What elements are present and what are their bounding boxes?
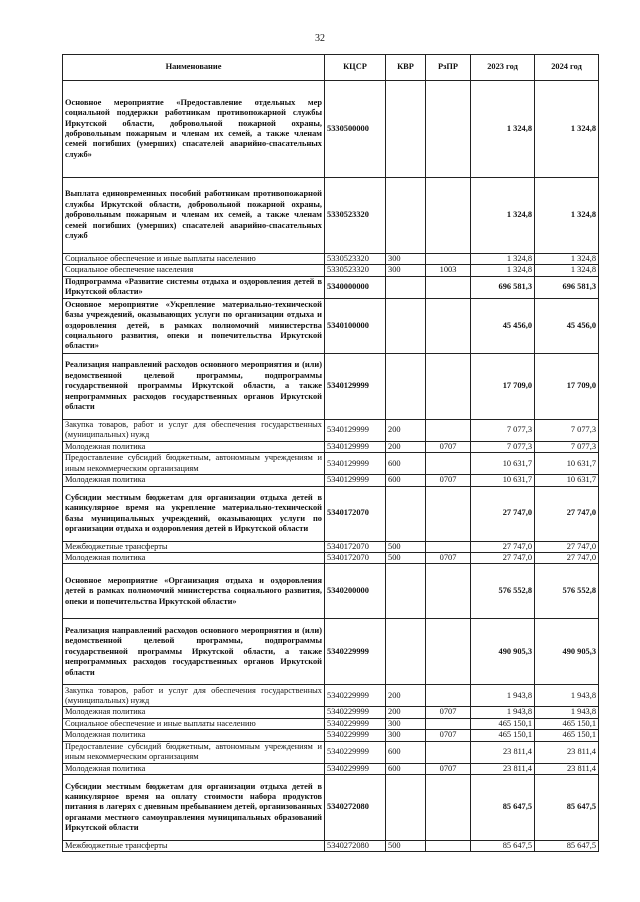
row-2024-cell: 7 077,3 xyxy=(535,441,599,452)
row-rzpr-cell xyxy=(426,619,471,685)
row-kcsr-cell: 5340000000 xyxy=(325,276,386,298)
row-kcsr-cell: 5330500000 xyxy=(325,81,386,178)
row-2023-cell: 23 811,4 xyxy=(471,741,535,763)
table-row xyxy=(63,619,599,685)
table-row xyxy=(63,707,599,718)
row-2023-cell: 27 747,0 xyxy=(471,486,535,541)
row-2024-cell: 465 150,1 xyxy=(535,718,599,729)
row-kcsr-cell: 5330523320 xyxy=(325,178,386,254)
row-kvr-cell: 200 xyxy=(386,441,426,452)
row-2024-cell: 1 324,8 xyxy=(535,81,599,178)
row-kcsr-cell: 5340272080 xyxy=(325,775,386,841)
row-2024-cell: 1 324,8 xyxy=(535,178,599,254)
header-kvr: КВР xyxy=(386,55,426,81)
row-2024-cell: 23 811,4 xyxy=(535,741,599,763)
row-kvr-cell: 500 xyxy=(386,841,426,852)
row-2024-cell: 85 647,5 xyxy=(535,841,599,852)
row-kvr-cell: 500 xyxy=(386,553,426,564)
row-2023-cell: 490 905,3 xyxy=(471,619,535,685)
row-rzpr-cell xyxy=(426,254,471,265)
row-2023-cell: 10 631,7 xyxy=(471,475,535,486)
row-name-cell: Основное мероприятие «Укрепление материально-технической базы учреждений, оказывающих услуги по организации отдыха и оздоровления детей, в рамках полномочий министерства социального развития, опеки и попечительства Иркутской области» xyxy=(63,298,325,353)
row-2024-cell: 490 905,3 xyxy=(535,619,599,685)
row-2024-cell: 23 811,4 xyxy=(535,763,599,774)
row-kcsr-cell: 5330523320 xyxy=(325,265,386,276)
table-row xyxy=(63,775,599,841)
row-2024-cell: 465 150,1 xyxy=(535,730,599,741)
row-name-cell: Молодежная политика xyxy=(63,707,325,718)
header-kcsr: КЦСР xyxy=(325,55,386,81)
row-name-cell: Основное мероприятие «Организация отдыха и оздоровления детей в рамках полномочий министерства социального развития, опеки и попечительства Иркутской области» xyxy=(63,564,325,619)
row-2023-cell: 85 647,5 xyxy=(471,775,535,841)
row-rzpr-cell xyxy=(426,775,471,841)
row-name-cell: Основное мероприятие «Предоставление отдельных мер социальной поддержки работникам противопожарной службы Иркутской области, добровольной пожарной охраны, добровольным пожарным и членам их семей, а также членам семей погибших (умерших) спасателей аварийно-спасательных служб» xyxy=(63,81,325,178)
row-name-cell: Молодежная политика xyxy=(63,763,325,774)
page-number: 32 xyxy=(315,33,325,44)
row-rzpr-cell xyxy=(426,178,471,254)
row-kvr-cell xyxy=(386,564,426,619)
row-2024-cell: 696 581,3 xyxy=(535,276,599,298)
row-kcsr-cell: 5340200000 xyxy=(325,564,386,619)
row-name-cell: Закупка товаров, работ и услуг для обеспечения государственных (муниципальных) нужд xyxy=(63,685,325,707)
header-2024: 2024 год xyxy=(535,55,599,81)
row-2024-cell: 45 456,0 xyxy=(535,298,599,353)
row-rzpr-cell xyxy=(426,541,471,552)
row-kvr-cell: 500 xyxy=(386,541,426,552)
row-rzpr-cell xyxy=(426,685,471,707)
row-kcsr-cell: 5340129999 xyxy=(325,441,386,452)
row-name-cell: Социальное обеспечение населения xyxy=(63,265,325,276)
row-kcsr-cell: 5340229999 xyxy=(325,730,386,741)
row-2024-cell: 10 631,7 xyxy=(535,475,599,486)
row-rzpr-cell: 0707 xyxy=(426,475,471,486)
row-kcsr-cell: 5340229999 xyxy=(325,707,386,718)
row-rzpr-cell: 0707 xyxy=(426,763,471,774)
table-row xyxy=(63,453,599,475)
row-2024-cell: 27 747,0 xyxy=(535,486,599,541)
row-2023-cell: 7 077,3 xyxy=(471,419,535,441)
table-row xyxy=(63,730,599,741)
row-kcsr-cell: 5340172070 xyxy=(325,541,386,552)
row-name-cell: Подпрограмма «Развитие системы отдыха и оздоровления детей в Иркутской области» xyxy=(63,276,325,298)
row-kvr-cell xyxy=(386,486,426,541)
row-2023-cell: 85 647,5 xyxy=(471,841,535,852)
row-kcsr-cell: 5340100000 xyxy=(325,298,386,353)
row-2024-cell: 576 552,8 xyxy=(535,564,599,619)
row-kcsr-cell: 5340229999 xyxy=(325,619,386,685)
header-name: Наименование xyxy=(63,55,325,81)
row-kvr-cell: 200 xyxy=(386,685,426,707)
table-row xyxy=(63,254,599,265)
header-2023: 2023 год xyxy=(471,55,535,81)
row-2023-cell: 1 324,8 xyxy=(471,265,535,276)
row-2024-cell: 1 324,8 xyxy=(535,254,599,265)
row-name-cell: Предоставление субсидий бюджетным, автономным учреждениям и иным некоммерческим организациям xyxy=(63,453,325,475)
row-kvr-cell xyxy=(386,298,426,353)
table-row xyxy=(63,741,599,763)
row-2024-cell: 85 647,5 xyxy=(535,775,599,841)
row-2024-cell: 1 943,8 xyxy=(535,707,599,718)
row-name-cell: Реализация направлений расходов основного мероприятия и (или) ведомственной целевой программы, подпрограммы государственной программы Иркутской области, а также непрограммных расходов государственных органов Иркутской области xyxy=(63,619,325,685)
row-2023-cell: 465 150,1 xyxy=(471,730,535,741)
row-rzpr-cell: 0707 xyxy=(426,441,471,452)
row-kvr-cell xyxy=(386,178,426,254)
row-2023-cell: 17 709,0 xyxy=(471,353,535,419)
table-row xyxy=(63,486,599,541)
table-row xyxy=(63,276,599,298)
row-rzpr-cell xyxy=(426,419,471,441)
row-kvr-cell xyxy=(386,775,426,841)
row-name-cell: Выплата единовременных пособий работникам противопожарной службы Иркутской области, добровольной пожарной охраны, добровольным пожарным и членам их семей, а также членам семей погибших (умерших) спасателей аварийно-спасательных служб xyxy=(63,178,325,254)
row-2023-cell: 1 324,8 xyxy=(471,254,535,265)
table-row xyxy=(63,81,599,178)
row-rzpr-cell xyxy=(426,298,471,353)
table-header-row xyxy=(63,55,599,81)
table-row xyxy=(63,763,599,774)
row-rzpr-cell xyxy=(426,453,471,475)
row-name-cell: Закупка товаров, работ и услуг для обеспечения государственных (муниципальных) нужд xyxy=(63,419,325,441)
row-2023-cell: 465 150,1 xyxy=(471,718,535,729)
row-kcsr-cell: 5330523320 xyxy=(325,254,386,265)
row-kvr-cell: 200 xyxy=(386,707,426,718)
row-rzpr-cell xyxy=(426,718,471,729)
row-rzpr-cell: 0707 xyxy=(426,553,471,564)
table-row xyxy=(63,718,599,729)
row-name-cell: Молодежная политика xyxy=(63,553,325,564)
row-kcsr-cell: 5340229999 xyxy=(325,718,386,729)
table-row xyxy=(63,265,599,276)
row-2024-cell: 17 709,0 xyxy=(535,353,599,419)
row-2023-cell: 1 324,8 xyxy=(471,178,535,254)
row-kcsr-cell: 5340172070 xyxy=(325,486,386,541)
row-kvr-cell: 300 xyxy=(386,730,426,741)
row-kvr-cell: 300 xyxy=(386,718,426,729)
row-rzpr-cell xyxy=(426,276,471,298)
row-2024-cell: 1 324,8 xyxy=(535,265,599,276)
row-name-cell: Социальное обеспечение и иные выплаты населению xyxy=(63,718,325,729)
row-name-cell: Субсидии местным бюджетам для организации отдыха детей в каникулярное время на оплату стоимости набора продуктов питания в лагерях с дневным пребыванием детей, организованных органами местного самоуправления муниципальных образований Иркутской области xyxy=(63,775,325,841)
row-2023-cell: 1 943,8 xyxy=(471,685,535,707)
row-name-cell: Молодежная политика xyxy=(63,475,325,486)
row-name-cell: Межбюджетные трансферты xyxy=(63,841,325,852)
row-2023-cell: 1 943,8 xyxy=(471,707,535,718)
row-name-cell: Реализация направлений расходов основного мероприятия и (или) ведомственной целевой программы, подпрограммы государственной программы Иркутской области, а также непрограммных расходов государственных органов Иркутской области xyxy=(63,353,325,419)
table-row xyxy=(63,685,599,707)
header-rzpr: РзПР xyxy=(426,55,471,81)
row-name-cell: Молодежная политика xyxy=(63,730,325,741)
row-rzpr-cell xyxy=(426,564,471,619)
row-kcsr-cell: 5340229999 xyxy=(325,763,386,774)
table-row xyxy=(63,298,599,353)
row-rzpr-cell: 0707 xyxy=(426,730,471,741)
table-row xyxy=(63,441,599,452)
row-kcsr-cell: 5340229999 xyxy=(325,741,386,763)
row-rzpr-cell: 1003 xyxy=(426,265,471,276)
row-kcsr-cell: 5340129999 xyxy=(325,475,386,486)
row-2023-cell: 7 077,3 xyxy=(471,441,535,452)
row-kvr-cell: 600 xyxy=(386,741,426,763)
table-body xyxy=(63,81,599,852)
row-kvr-cell xyxy=(386,276,426,298)
row-kcsr-cell: 5340272080 xyxy=(325,841,386,852)
row-2023-cell: 1 324,8 xyxy=(471,81,535,178)
row-kcsr-cell: 5340172070 xyxy=(325,553,386,564)
row-2023-cell: 10 631,7 xyxy=(471,453,535,475)
row-2024-cell: 10 631,7 xyxy=(535,453,599,475)
row-kcsr-cell: 5340129999 xyxy=(325,419,386,441)
row-name-cell: Межбюджетные трансферты xyxy=(63,541,325,552)
row-rzpr-cell xyxy=(426,841,471,852)
row-kvr-cell: 300 xyxy=(386,254,426,265)
table-row xyxy=(63,841,599,852)
row-kvr-cell: 200 xyxy=(386,419,426,441)
table-row xyxy=(63,564,599,619)
row-kcsr-cell: 5340129999 xyxy=(325,353,386,419)
table-row xyxy=(63,178,599,254)
table-row xyxy=(63,475,599,486)
row-kvr-cell: 300 xyxy=(386,265,426,276)
row-name-cell: Молодежная политика xyxy=(63,441,325,452)
row-2024-cell: 1 943,8 xyxy=(535,685,599,707)
row-2023-cell: 696 581,3 xyxy=(471,276,535,298)
table-row xyxy=(63,353,599,419)
table-row xyxy=(63,541,599,552)
row-2024-cell: 27 747,0 xyxy=(535,553,599,564)
row-2023-cell: 576 552,8 xyxy=(471,564,535,619)
row-2024-cell: 27 747,0 xyxy=(535,541,599,552)
row-rzpr-cell xyxy=(426,81,471,178)
row-kcsr-cell: 5340129999 xyxy=(325,453,386,475)
row-name-cell: Предоставление субсидий бюджетным, автономным учреждениям и иным некоммерческим организациям xyxy=(63,741,325,763)
table-row xyxy=(63,419,599,441)
budget-table xyxy=(62,54,599,852)
row-kvr-cell xyxy=(386,619,426,685)
row-name-cell: Социальное обеспечение и иные выплаты населению xyxy=(63,254,325,265)
row-2023-cell: 23 811,4 xyxy=(471,763,535,774)
row-kvr-cell: 600 xyxy=(386,763,426,774)
row-kvr-cell: 600 xyxy=(386,475,426,486)
row-2023-cell: 27 747,0 xyxy=(471,541,535,552)
row-rzpr-cell: 0707 xyxy=(426,707,471,718)
row-2023-cell: 27 747,0 xyxy=(471,553,535,564)
row-2024-cell: 7 077,3 xyxy=(535,419,599,441)
row-rzpr-cell xyxy=(426,741,471,763)
row-name-cell: Субсидии местным бюджетам для организации отдыха детей в каникулярное время на укрепление материально-технической базы муниципальных учреждений, оказывающих услуги по организации отдыха и оздоровления детей в Иркутской области xyxy=(63,486,325,541)
row-rzpr-cell xyxy=(426,486,471,541)
row-kvr-cell xyxy=(386,81,426,178)
row-kcsr-cell: 5340229999 xyxy=(325,685,386,707)
row-kvr-cell: 600 xyxy=(386,453,426,475)
row-kvr-cell xyxy=(386,353,426,419)
row-rzpr-cell xyxy=(426,353,471,419)
row-2023-cell: 45 456,0 xyxy=(471,298,535,353)
table-row xyxy=(63,553,599,564)
